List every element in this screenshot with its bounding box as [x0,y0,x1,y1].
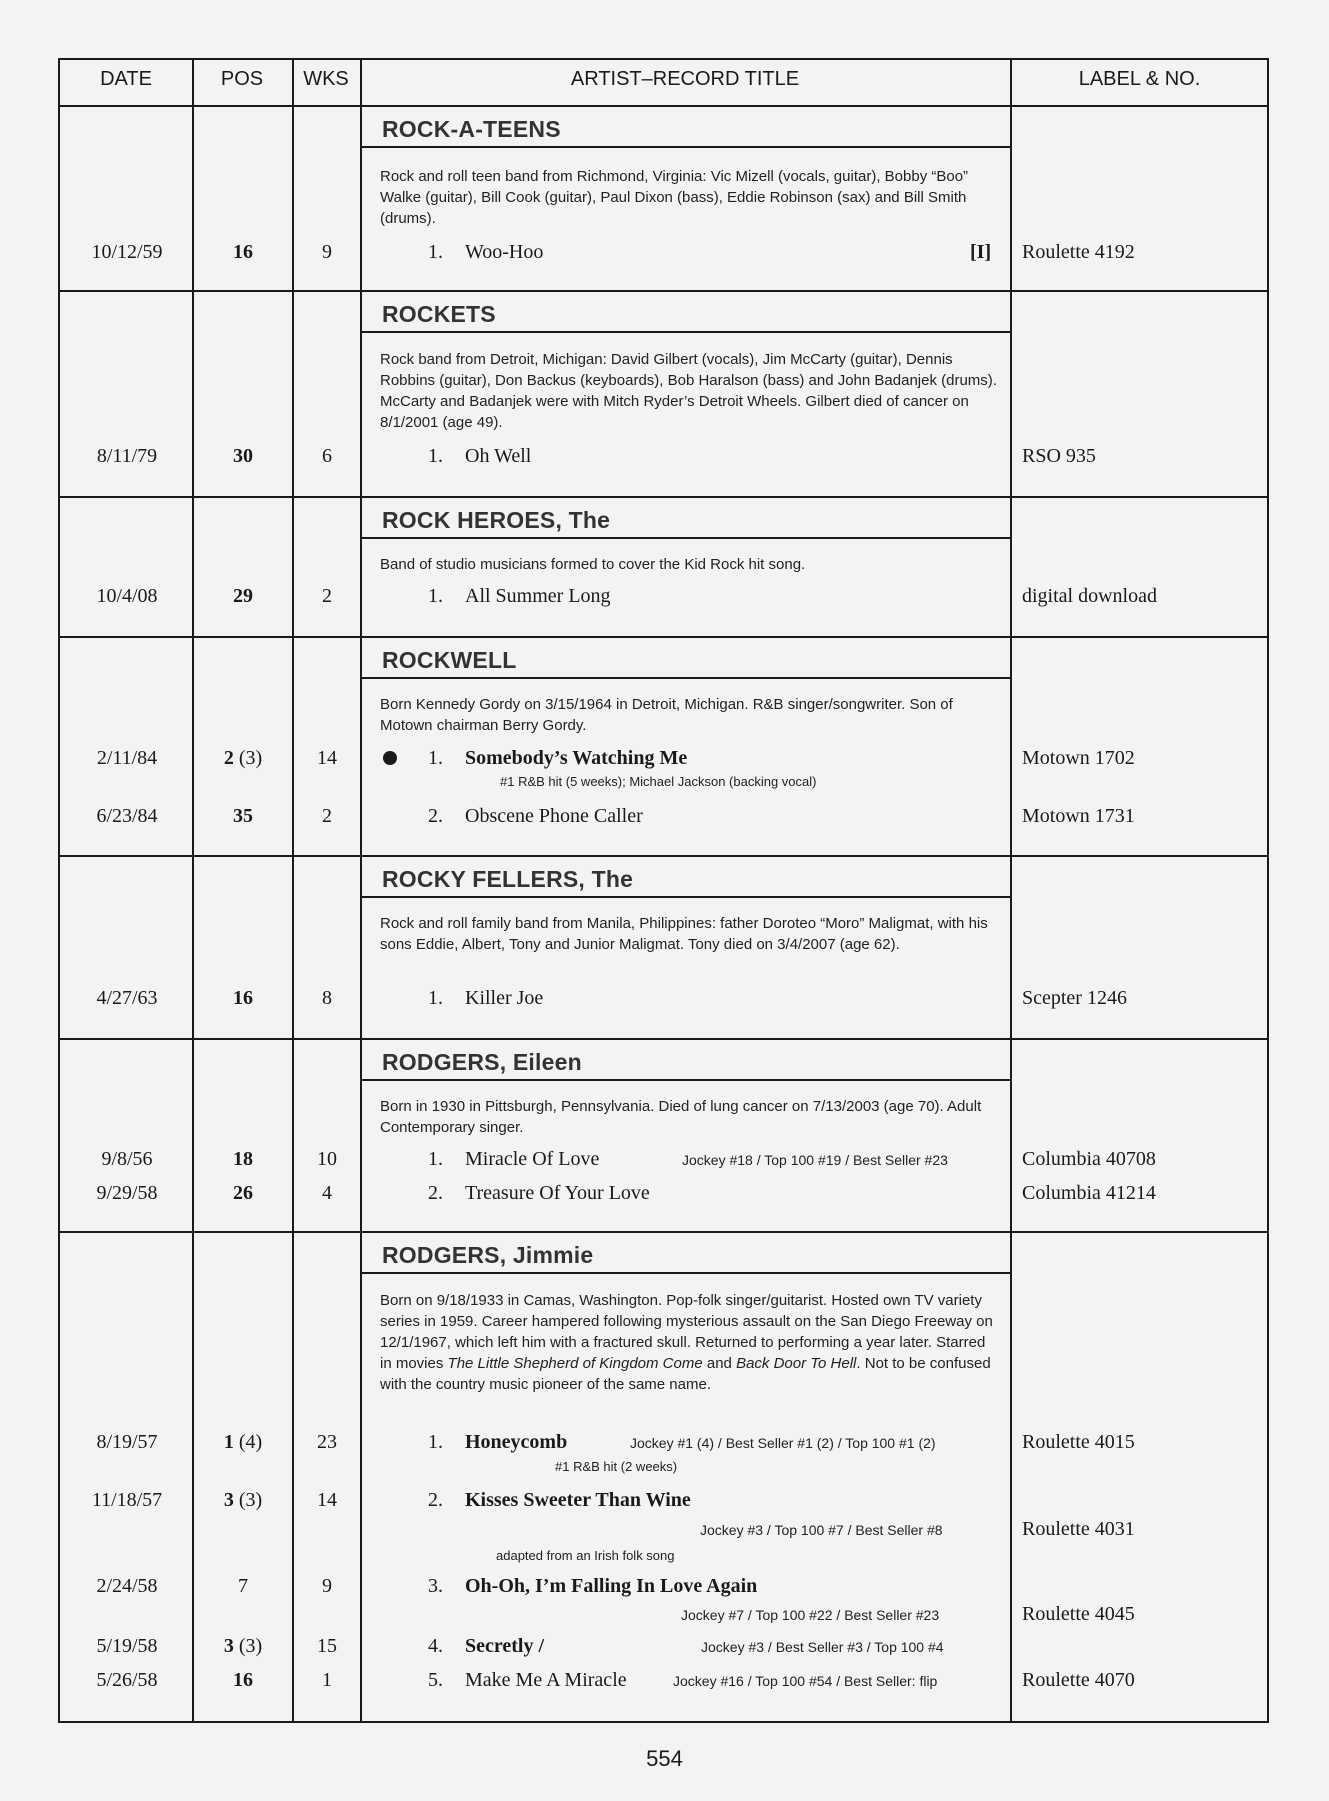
bio-text: . Not to be confused with the country music pioneer of the same name. [380,1355,991,1393]
record-number: 1. [428,241,443,263]
record-label: Scepter 1246 [1022,987,1127,1009]
header-date: DATE [100,68,152,90]
artist-bio: Band of studio musicians formed to cover the Kid Rock hit song. [380,556,806,573]
record-wks: 6 [322,445,332,467]
record-title: Oh-Oh, I’m Falling In Love Again [465,1575,758,1597]
bio-text: and [702,1355,737,1372]
artist-bio: Rock and roll teen band from Richmond, Virginia: Vic Mizell (vocals, guitar), Bobby “Boo” Walke (guitar), Bill Cook (guitar), Paul Dixon (bass), Eddie Robinson (sax) and Bill Smith (drums). [380,168,969,227]
record-title: Obscene Phone Caller [465,805,643,827]
record-number: 1. [428,445,443,467]
record-title: Killer Joe [465,987,544,1009]
artist-name: ROCKY FELLERS, The [362,856,1012,898]
header-pos: POS [220,68,264,90]
record-number: 1. [428,1431,443,1453]
record-label: Motown 1731 [1022,805,1135,827]
record-date: 5/19/58 [96,1635,158,1657]
record-date: 4/27/63 [96,987,158,1009]
record-pos: 18 [233,1148,253,1170]
record-pos [192,1488,294,1512]
record-pos-weeks: (3) [238,1489,263,1511]
record-title: Secretly / [465,1635,545,1657]
record-wks: 14 [317,1489,337,1511]
record-wks: 9 [322,1575,332,1597]
header-artist: ARTIST–RECORD TITLE [570,68,800,90]
record-number: 5. [428,1669,443,1691]
record-pos-weeks: (4) [238,1431,263,1453]
record-chart-info: Jockey #7 / Top 100 #22 / Best Seller #23 [681,1607,940,1623]
record-wks: 23 [317,1431,337,1453]
record-wks: 2 [322,585,332,607]
record-wks: 2 [322,805,332,827]
record-pos-weeks: (3) [238,747,263,769]
record-number: 1. [428,1148,443,1170]
artist-bio: Rock band from Detroit, Michigan: David Gilbert (vocals), Jim McCarty (guitar), Dennis Robbins (guitar), Don Backus (keyboards), Bob Haralson (bass) and John Badanjek (drums). McCarty and Badanjek were with Mitch Ryder’s Detroit Wheels. Gilbert died of cancer on 8/1/2001 (age 49). [380,351,997,431]
artist-name: ROCK HEROES, The [362,497,1012,539]
record-label: Roulette 4070 [1022,1669,1135,1691]
record-label: Motown 1702 [1022,747,1135,769]
record-date: 8/19/57 [96,1431,158,1453]
record-pos [192,746,294,770]
bio-text: Born on 9/18/1933 in Camas, Washington. Pop-folk singer/guitarist. Hosted own TV variety series in 1959. Career hampered following mysterious assault on the San Diego Freeway on 12/1/1967, which left him with a fractured skull. Returned to performing a year later. Starred in movies [380,1292,993,1372]
record-number: 1. [428,987,443,1009]
record-number: 2. [428,1489,443,1511]
artist-name: ROCK-A-TEENS [362,106,1012,148]
record-pos-peak: 3 [223,1635,234,1657]
record-chart-info: Jockey #3 / Best Seller #3 / Top 100 #4 [701,1639,944,1655]
record-date: 2/24/58 [96,1575,158,1597]
record-wks: 9 [322,241,332,263]
instrumental-flag: [I] [970,241,992,263]
record-number: 2. [428,1182,443,1204]
record-label: Roulette 4045 [1022,1603,1135,1625]
record-pos [192,1430,294,1454]
record-title: Oh Well [465,445,532,467]
record-pos: 16 [233,241,253,263]
record-chart-info: Jockey #1 (4) / Best Seller #1 (2) / Top 100 #1 (2) [630,1435,936,1451]
record-pos: 16 [233,1669,253,1691]
record-pos [192,1634,294,1658]
artist-bio [380,1290,1000,1395]
gold-record-dot-icon [383,751,397,765]
record-label: Columbia 41214 [1022,1182,1156,1204]
record-label: Roulette 4015 [1022,1431,1135,1453]
page-number: 554 [646,1746,683,1771]
record-number: 1. [428,747,443,769]
record-date: 9/8/56 [101,1148,153,1170]
record-title: Treasure Of Your Love [465,1182,650,1204]
record-wks: 10 [317,1148,337,1170]
artist-name: ROCKWELL [362,637,1012,679]
record-pos: 35 [233,805,253,827]
record-date: 5/26/58 [96,1669,158,1691]
record-label: RSO 935 [1022,445,1096,467]
record-date: 9/29/58 [96,1182,158,1204]
record-pos: 16 [233,987,253,1009]
record-number: 3. [428,1575,443,1597]
record-label: Roulette 4031 [1022,1518,1135,1540]
record-note: #1 R&B hit (2 weeks) [555,1459,678,1474]
record-title: Somebody’s Watching Me [465,747,688,769]
artist-name: ROCKETS [362,291,1012,333]
record-pos-peak: 3 [223,1489,234,1511]
record-date: 10/4/08 [96,585,158,607]
record-title: Make Me A Miracle [465,1669,627,1691]
record-wks: 14 [317,747,337,769]
record-date: 11/18/57 [91,1489,163,1511]
record-note: adapted from an Irish folk song [496,1548,675,1563]
record-date: 10/12/59 [91,241,163,263]
record-chart-info: Jockey #18 / Top 100 #19 / Best Seller #23 [682,1152,948,1168]
header-label: LABEL & NO. [1078,68,1201,90]
record-number: 2. [428,805,443,827]
record-title: Woo-Hoo [465,241,544,263]
record-wks: 15 [317,1635,337,1657]
artist-name: RODGERS, Jimmie [362,1232,1012,1274]
record-pos-peak: 2 [223,747,234,769]
record-pos: 7 [238,1575,248,1597]
record-pos-peak: 1 [223,1431,234,1453]
artist-name: RODGERS, Eileen [362,1039,1012,1081]
record-label: Roulette 4192 [1022,241,1135,263]
bio-movie-title: Back Door To Hell [736,1355,857,1372]
record-label: digital download [1022,585,1157,607]
artist-bio: Rock and roll family band from Manila, Philippines: father Doroteo “Moro” Maligmat, with his sons Eddie, Albert, Tony and Junior Maligmat. Tony died on 3/4/2007 (age 62). [380,915,988,953]
record-date: 8/11/79 [96,445,158,467]
record-date: 6/23/84 [96,805,158,827]
record-wks: 8 [322,987,332,1009]
record-title: Miracle Of Love [465,1148,600,1170]
record-title: All Summer Long [465,585,611,607]
record-label: Columbia 40708 [1022,1148,1156,1170]
record-title: Kisses Sweeter Than Wine [465,1489,691,1511]
chart-table [58,58,1269,1723]
bio-movie-title: The Little Shepherd of Kingdom Come [447,1355,703,1372]
header-wks: WKS [303,68,349,90]
record-wks: 4 [322,1182,332,1204]
column-divider [292,60,294,1721]
record-number: 1. [428,585,443,607]
record-pos: 26 [233,1182,253,1204]
artist-bio: Born Kennedy Gordy on 3/15/1964 in Detroit, Michigan. R&B singer/songwriter. Son of Motown chairman Berry Gordy. [380,696,953,734]
column-divider [192,60,194,1721]
record-note: #1 R&B hit (5 weeks); Michael Jackson (backing vocal) [500,774,817,789]
record-wks: 1 [322,1669,332,1691]
record-pos: 30 [233,445,253,467]
record-date: 2/11/84 [96,747,158,769]
record-title: Honeycomb [465,1431,568,1453]
record-number: 4. [428,1635,443,1657]
record-pos-weeks: (3) [238,1635,263,1657]
record-chart-info: Jockey #16 / Top 100 #54 / Best Seller: flip [673,1673,938,1689]
record-pos: 29 [233,585,253,607]
record-chart-info: Jockey #3 / Top 100 #7 / Best Seller #8 [700,1522,943,1538]
artist-bio: Born in 1930 in Pittsburgh, Pennsylvania. Died of lung cancer on 7/13/2003 (age 70). Adult Contemporary singer. [380,1098,982,1136]
